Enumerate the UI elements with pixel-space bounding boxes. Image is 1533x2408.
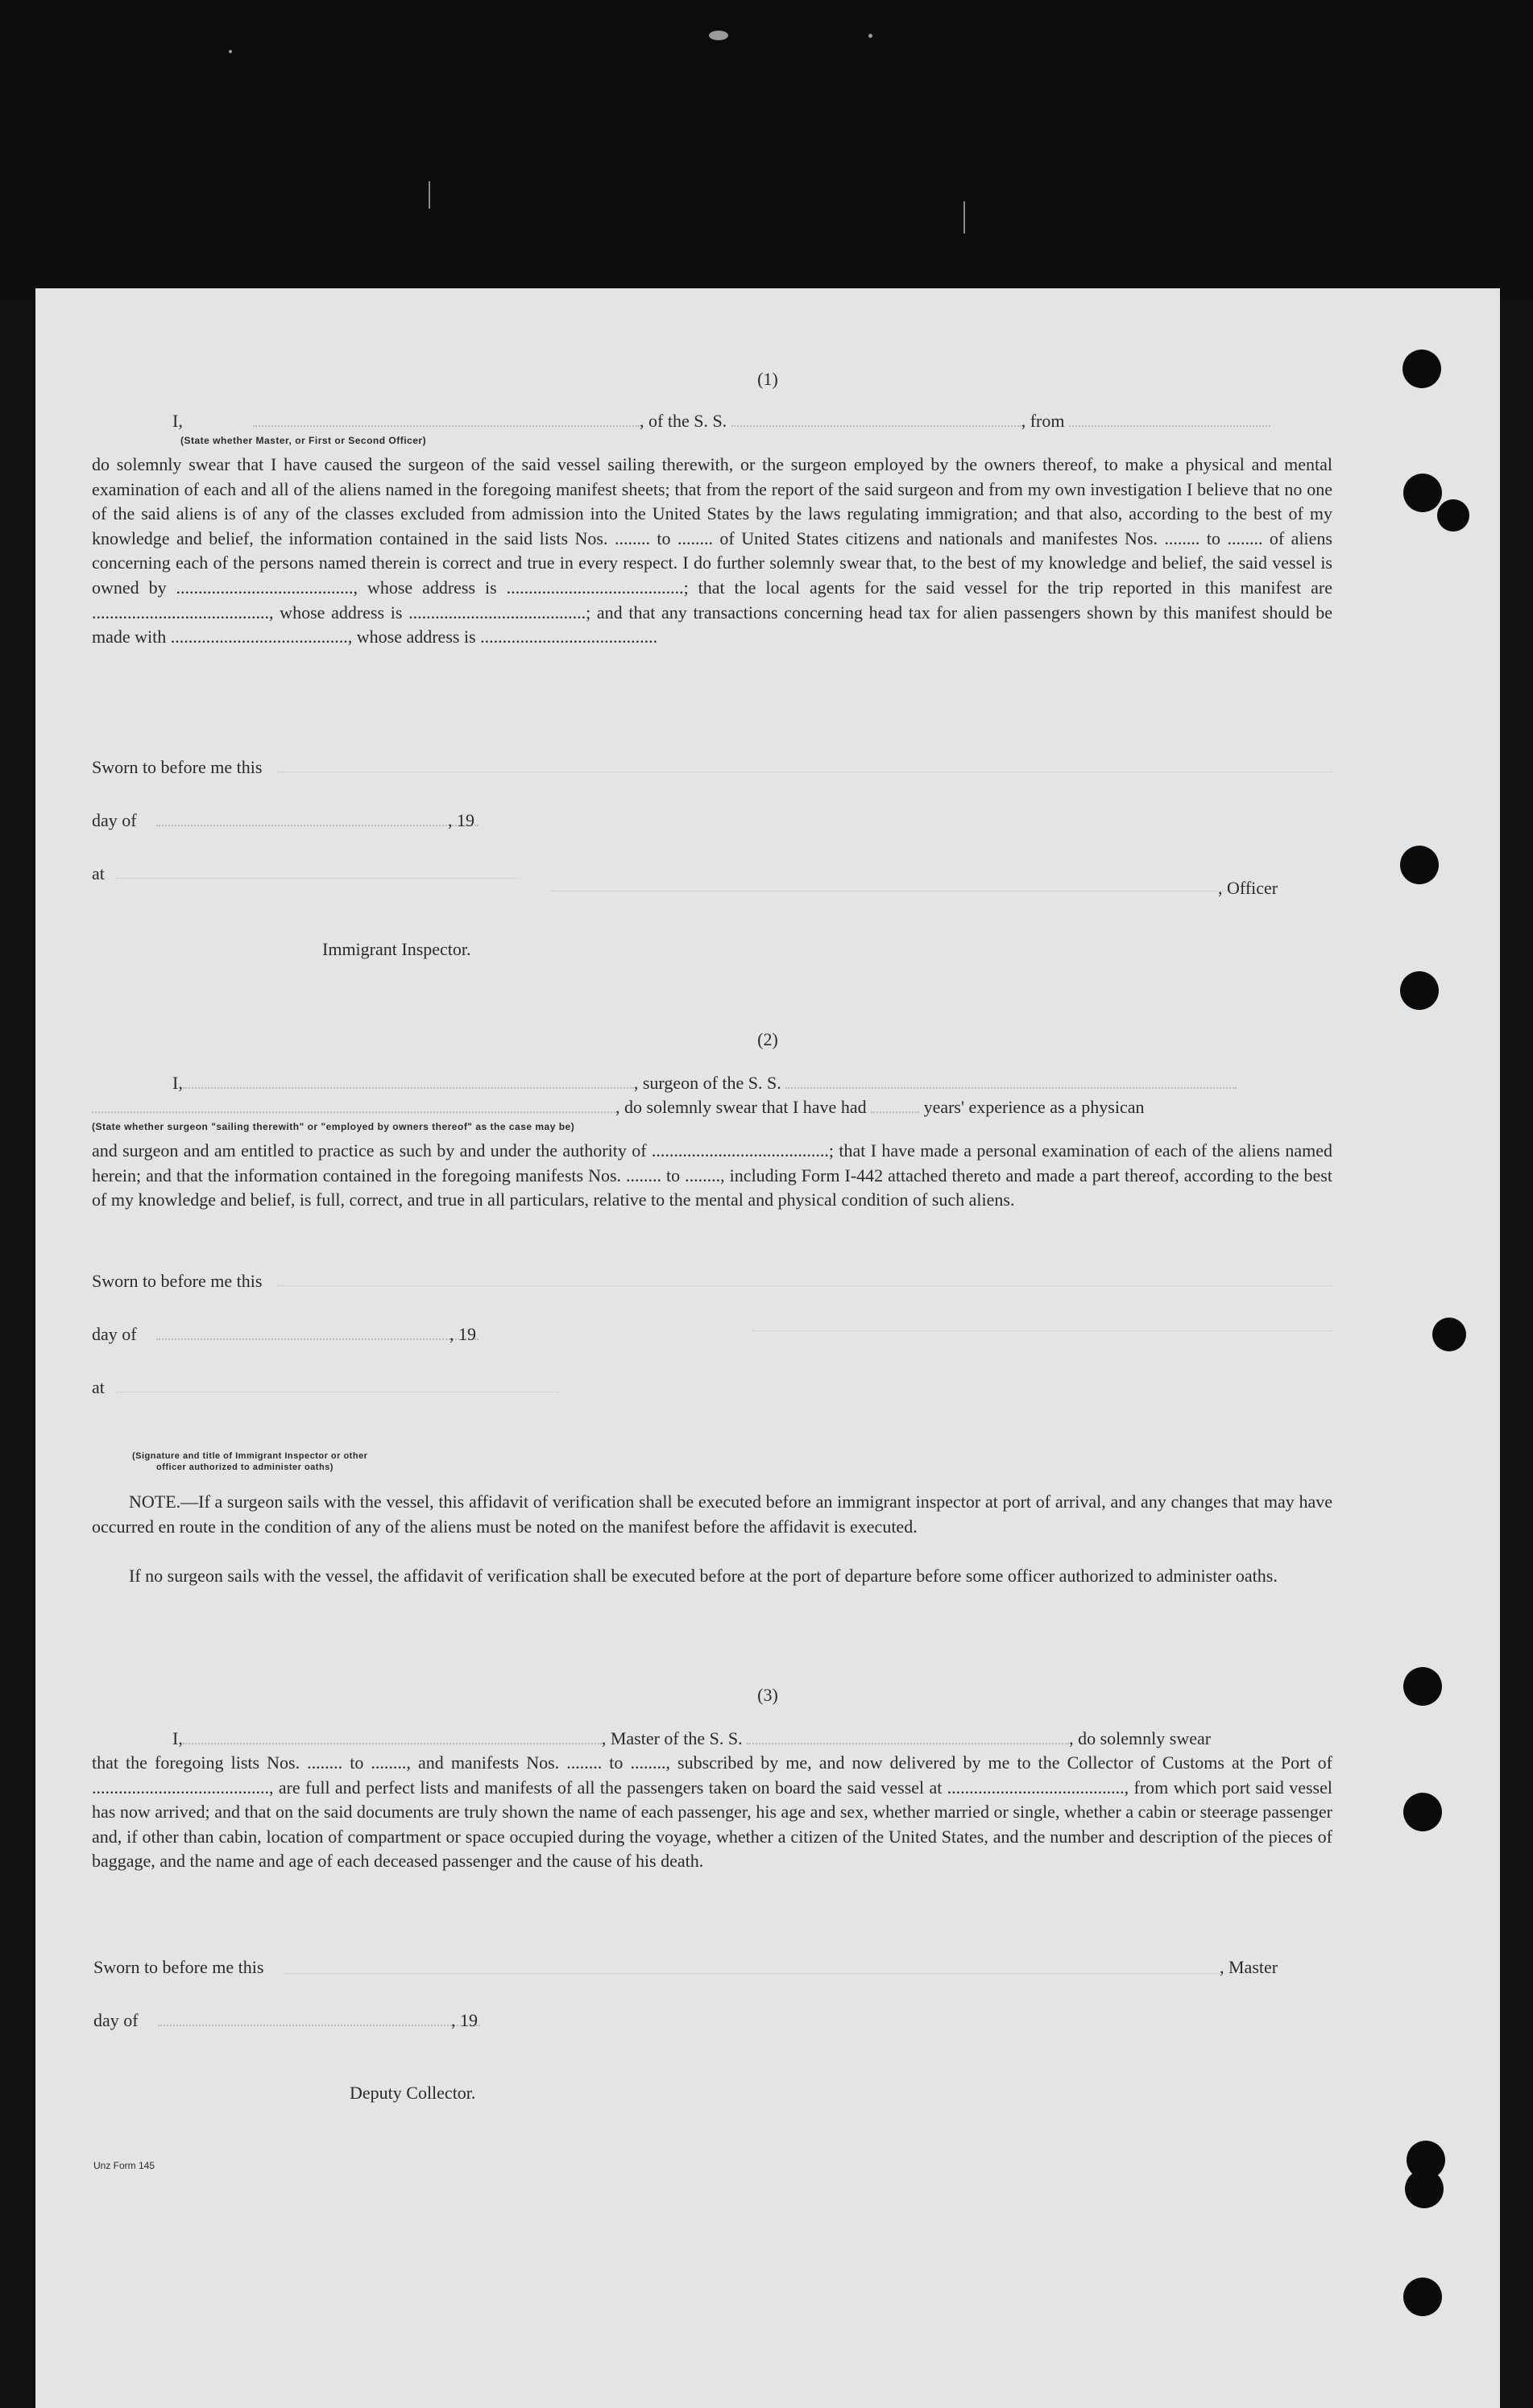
section-2-body: and surgeon and am entitled to practice as such by and under the authority of ........................................; that I have made a personal examination of each of the aliens named herein; and that the information contained in the foregoing manifests Nos. ........ to ........, including Form I-442 attached thereto and made a part thereof, according to the best of my knowledge and belief, is full, correct, and true in all particulars, relative to the mental and physical condition of such aliens.: [92, 1140, 1332, 1210]
surgeon-type-note: (State whether surgeon "sailing therewith" or "employed by owners thereof" as the case may be): [92, 1121, 575, 1132]
officer-type-note: (State whether Master, or First or Second Officer): [180, 435, 427, 446]
i-label-3: I,: [172, 1728, 183, 1748]
section-1-number: (1): [757, 369, 778, 389]
swear-label-2: , do solemnly swear that I have had: [615, 1097, 867, 1117]
sworn-label-1: Sworn to before me this: [92, 757, 263, 777]
film-scratch: [963, 201, 965, 234]
at-fill-1: [116, 870, 519, 879]
day-fill-1: [156, 810, 479, 831]
dust-speck: [709, 31, 728, 40]
sworn-fill-2: [277, 1277, 1332, 1286]
master-name-field: [183, 1732, 602, 1744]
note-paragraph-2: [92, 1564, 1332, 1589]
at-label-2: at: [92, 1377, 105, 1397]
officer-signature-fill: [551, 883, 1252, 892]
day-fill-3: [158, 2010, 480, 2031]
section-2-number: (2): [757, 1029, 778, 1049]
surgeon-name-field: [183, 1076, 634, 1089]
vessel-name-field-3: [747, 1732, 1069, 1744]
at-label-1: at: [92, 863, 105, 883]
year-label-1: , 19: [448, 810, 474, 830]
vessel-name-field: [731, 414, 1021, 427]
punch-hole: [1405, 2170, 1444, 2208]
officer-label: , Officer: [1218, 878, 1278, 898]
year-label-2: , 19: [450, 1324, 476, 1344]
years-label: years' experience as a physican: [923, 1097, 1145, 1117]
years-field: [871, 1100, 919, 1113]
day-of-label-3: day of: [93, 2010, 139, 2030]
day-of-label-1: day of: [92, 810, 137, 830]
deputy-collector-label: Deputy Collector.: [350, 2083, 476, 2103]
note-text-1: NOTE.—If a surgeon sails with the vessel, this affidavit of verification shall be executed before an immigrant inspector at port of arrival, and any changes that may have occurred en route in the condition of any of the aliens must be noted on the manifest before the affidavit is executed.: [92, 1492, 1332, 1537]
sworn-label-3: Sworn to before me this: [93, 1957, 264, 1977]
origin-field: [1069, 414, 1270, 427]
signature-note-2: officer authorized to administer oaths): [156, 1463, 334, 1472]
section-3-number: (3): [757, 1685, 778, 1705]
i-label: I,: [172, 411, 183, 431]
master-of-label: , Master of the S. S.: [601, 1728, 743, 1748]
section-2-line-1: [92, 1071, 1332, 1095]
form-number: Unz Form 145: [93, 2160, 155, 2171]
punch-hole: [1432, 1318, 1466, 1351]
of-ss-label: , of the S. S.: [640, 411, 727, 431]
day-fill-2: [156, 1324, 479, 1345]
sworn-label-2: Sworn to before me this: [92, 1271, 263, 1291]
from-label: , from: [1021, 411, 1065, 431]
dust-speck: [229, 50, 232, 53]
at-fill-2: [116, 1384, 559, 1392]
film-scratch: [429, 181, 430, 209]
signature-note-1: (Signature and title of Immigrant Inspector or other: [132, 1451, 368, 1461]
section-1-body: do solemnly swear that I have caused the surgeon of the said vessel sailing therewith, or the surgeon employed by the owners thereof, to make a physical and mental examination of each and all of the aliens named in the foregoing manifest sheets; that from the report of the said surgeon and from my own investigation I believe that no one of the said aliens is of any of the classes excluded from admission into the United States by the laws regulating immigration; and that also, according to the best of my knowledge and belief, the information contained in the said lists Nos. ........ to ........ of United States citizens and nationals and manifestes Nos. ........ to ........ of aliens concerning each of the persons named therein is correct and true in every respect. I do further solemnly swear that, to the best of my knowledge and belief, the said vessel is owned by ........................................, whose address is ........................................; that the local agents for the said vessel for the trip reported in this manifest are ........................................, whose address is ........................................; and that any transactions concerning head tax for alien passengers shown by this manifest should be made with ........................................, whose address is ........................................: [92, 454, 1332, 648]
section-3-line-1: [92, 1727, 1332, 1751]
officer-name-field: [253, 414, 640, 427]
punch-hole: [1400, 971, 1439, 1010]
punch-hole: [1403, 474, 1442, 512]
day-of-label-2: day of: [92, 1324, 137, 1344]
section-3-body: that the foregoing lists Nos. ........ to ........, and manifests Nos. ........ to ........, subscribed by me, and now delivered by me to the Collector of Customs at the Port of ........................................, are full and perfect lists and manifests of all the passengers taken on board the said vessel at ........................................, from which port said vessel has now arrived; and that on the said documents are truly shown the name of each passenger, his age and sex, whether married or single, whether a cabin or steerage passenger and, if other than cabin, location of compartment or space occupied during the voyage, whether a citizen of the United States, and the number and description of the pieces of baggage, and the name and age of each deceased passenger and the cause of his death.: [92, 1752, 1332, 1872]
punch-hole: [1437, 499, 1469, 532]
form-sheet: [35, 288, 1500, 2408]
surgeon-of-label: , surgeon of the S. S.: [633, 1073, 781, 1093]
note-paragraph-1: [92, 1490, 1332, 1539]
punch-hole: [1400, 846, 1439, 884]
dust-speck: [868, 34, 872, 38]
immigrant-inspector-label: Immigrant Inspector.: [322, 939, 471, 959]
note-text-2: If no surgeon sails with the vessel, the affidavit of verification shall be executed before at the port of departure before some officer authorized to administer oaths.: [129, 1566, 1278, 1586]
sworn-fill-1: [277, 763, 1332, 772]
section-2-line-2: [92, 1095, 1332, 1119]
vessel-name-field-2: [785, 1076, 1237, 1089]
punch-hole: [1403, 1793, 1442, 1831]
scanner-background: [0, 0, 1533, 298]
section-1-line-1: [92, 409, 1332, 433]
i-label-2: I,: [172, 1073, 183, 1093]
punch-hole: [1403, 2278, 1442, 2316]
year-label-3: , 19: [451, 2010, 478, 2030]
master-signature-fill: [285, 1965, 1220, 1974]
surgeon-signature-fill: [752, 1322, 1332, 1331]
master-label: , Master: [1220, 1957, 1278, 1977]
surgeon-type-field: [92, 1100, 615, 1113]
swear-label-3: , do solemnly swear: [1069, 1728, 1212, 1748]
